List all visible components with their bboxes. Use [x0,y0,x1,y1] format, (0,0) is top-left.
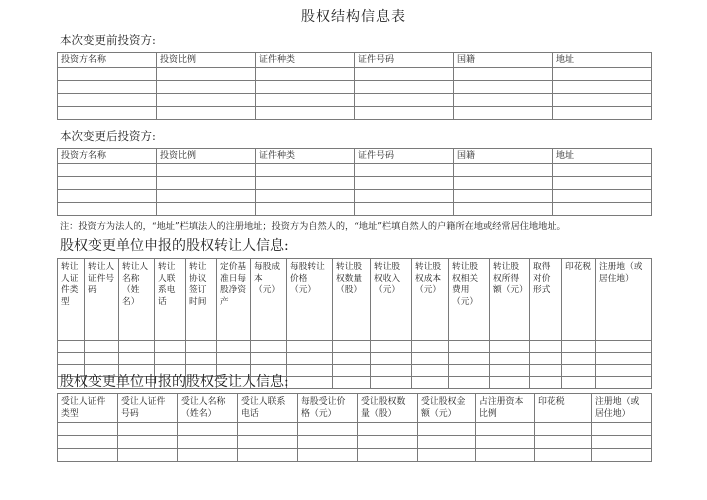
column-header: 转让协议签订时间 [186,259,217,341]
table-cell[interactable] [454,203,553,216]
table-cell[interactable] [355,190,454,203]
table-cell[interactable] [553,190,652,203]
table-cell[interactable] [256,177,355,190]
column-header: 受让人名称（姓名） [178,394,238,423]
table-cell[interactable] [592,423,652,436]
column-header: 转让人名称（姓名） [119,259,155,341]
column-header: 取得对价形式 [530,259,562,341]
table-cell[interactable] [454,81,553,94]
column-header: 受让人证件号码 [118,394,178,423]
table-cell[interactable] [596,341,652,353]
column-header: 受让人证件类型 [58,394,118,423]
table-cell[interactable] [58,353,85,365]
table-cell[interactable] [155,353,186,365]
table-cell[interactable] [553,81,652,94]
table-cell[interactable] [355,94,454,107]
table-cell[interactable] [358,449,418,462]
table-cell[interactable] [118,436,178,449]
table-cell[interactable] [490,365,530,377]
table-cell[interactable] [119,341,155,353]
table-cell[interactable] [58,190,157,203]
table-cell[interactable] [454,190,553,203]
table-cell[interactable] [256,164,355,177]
table-cell[interactable] [58,203,157,216]
table-cell[interactable] [449,377,490,389]
column-header: 每股受让价格（元） [298,394,358,423]
column-header: 国籍 [454,149,553,164]
table-cell[interactable] [371,341,412,353]
table-cell[interactable] [178,436,238,449]
table-row [58,423,652,436]
table-row [58,341,652,353]
table-cell[interactable] [490,341,530,353]
table-cell[interactable] [333,377,371,389]
table-cell[interactable] [535,436,592,449]
column-header: 证件种类 [256,53,355,68]
table-cell[interactable] [562,377,596,389]
table-cell[interactable] [562,341,596,353]
column-header: 投资比例 [157,53,256,68]
column-header: 地址 [553,149,652,164]
address-note: 注：投资方为法人的，“地址”栏填法人的注册地址；投资方为自然人的，“地址”栏填自然人的户籍所在地或经常居住地地址。 [60,221,566,232]
transferee-section-label: 股权变更单位申报的股权受让人信息: [60,374,289,390]
table-cell[interactable] [256,94,355,107]
column-header: 转让股权成本（元） [412,259,449,341]
table-cell[interactable] [287,341,333,353]
table-cell[interactable] [449,353,490,365]
table-cell[interactable] [287,377,333,389]
table-cell[interactable] [58,81,157,94]
table-cell[interactable] [596,377,652,389]
table-cell[interactable] [333,365,371,377]
transferor-section-label: 股权变更单位申报的股权转让人信息: [60,238,289,254]
table-cell[interactable] [58,177,157,190]
table-cell[interactable] [355,177,454,190]
table-cell[interactable] [418,436,476,449]
table-cell[interactable] [355,203,454,216]
header-row [58,53,652,68]
column-header: 印花税 [535,394,592,423]
table-cell[interactable] [355,81,454,94]
column-header: 印花税 [562,259,596,341]
after-investors-label: 本次变更后投资方: [60,129,156,143]
table-cell[interactable] [157,68,256,81]
table-cell[interactable] [157,107,256,120]
table-cell[interactable] [476,436,535,449]
table-cell[interactable] [355,107,454,120]
table-row [58,190,652,203]
table-cell[interactable] [592,449,652,462]
table-cell[interactable] [592,436,652,449]
table-cell[interactable] [186,353,217,365]
table-cell[interactable] [119,353,155,365]
table-cell[interactable] [287,353,333,365]
table-cell[interactable] [449,341,490,353]
table-cell[interactable] [58,107,157,120]
table-cell[interactable] [355,68,454,81]
table-cell[interactable] [256,68,355,81]
table-row [58,164,652,177]
table-cell[interactable] [58,449,118,462]
table-cell[interactable] [298,423,358,436]
table-cell[interactable] [553,68,652,81]
column-header: 每股成本（元） [251,259,287,341]
table-cell[interactable] [333,353,371,365]
transferee-table [57,393,652,462]
table-cell[interactable] [287,365,333,377]
table-cell[interactable] [251,341,287,353]
table-cell[interactable] [58,341,85,353]
table-cell[interactable] [85,341,119,353]
table-row [58,177,652,190]
table-cell[interactable] [58,68,157,81]
column-header: 受让股权数量（股） [358,394,418,423]
column-header: 转让股权收入（元） [371,259,412,341]
table-cell[interactable] [157,81,256,94]
column-header: 注册地（或居住地） [592,394,652,423]
table-cell[interactable] [217,341,251,353]
table-cell[interactable] [358,423,418,436]
table-cell[interactable] [298,449,358,462]
table-cell[interactable] [85,353,119,365]
table-cell[interactable] [418,449,476,462]
table-cell[interactable] [217,353,251,365]
table-row [58,353,652,365]
table-cell[interactable] [256,107,355,120]
table-cell[interactable] [333,341,371,353]
table-cell[interactable] [157,94,256,107]
table-cell[interactable] [454,94,553,107]
table-cell[interactable] [256,81,355,94]
column-header: 投资方名称 [58,53,157,68]
table-row [58,107,652,120]
table-cell[interactable] [412,341,449,353]
table-cell[interactable] [562,353,596,365]
page-title: 股权结构信息表 [301,9,406,25]
table-cell[interactable] [454,107,553,120]
column-header: 转让股权所得额（元） [490,259,530,341]
column-header: 投资方名称 [58,149,157,164]
column-header: 证件号码 [355,53,454,68]
table-cell[interactable] [596,365,652,377]
table-cell[interactable] [530,341,562,353]
table-cell[interactable] [553,107,652,120]
table-cell[interactable] [418,423,476,436]
table-cell[interactable] [355,164,454,177]
table-cell[interactable] [58,164,157,177]
table-cell[interactable] [157,190,256,203]
table-cell[interactable] [371,365,412,377]
table-cell[interactable] [476,449,535,462]
table-cell[interactable] [371,353,412,365]
table-cell[interactable] [535,423,592,436]
table-cell[interactable] [358,436,418,449]
column-header: 转让股权数量（股） [333,259,371,341]
table-cell[interactable] [58,423,118,436]
table-cell[interactable] [454,164,553,177]
table-cell[interactable] [412,365,449,377]
header-row [58,259,652,341]
table-cell[interactable] [553,203,652,216]
column-header: 地址 [553,53,652,68]
table-cell[interactable] [596,353,652,365]
table-cell[interactable] [58,436,118,449]
table-cell[interactable] [530,353,562,365]
table-cell[interactable] [238,436,298,449]
table-cell[interactable] [454,177,553,190]
table-cell[interactable] [256,190,355,203]
table-cell[interactable] [178,423,238,436]
after-investors-table [57,148,652,216]
table-cell[interactable] [490,377,530,389]
table-cell[interactable] [157,203,256,216]
column-header: 受让人联系电话 [238,394,298,423]
table-row [58,436,652,449]
column-header: 转让人联系电话 [155,259,186,341]
table-cell[interactable] [535,449,592,462]
table-cell[interactable] [553,177,652,190]
table-cell[interactable] [490,353,530,365]
column-header: 证件种类 [256,149,355,164]
table-cell[interactable] [178,449,238,462]
table-cell[interactable] [251,353,287,365]
table-cell[interactable] [562,365,596,377]
table-cell[interactable] [58,94,157,107]
table-cell[interactable] [238,423,298,436]
table-row [58,203,652,216]
table-cell[interactable] [454,68,553,81]
header-row [58,149,652,164]
table-cell[interactable] [530,365,562,377]
table-cell[interactable] [118,449,178,462]
table-cell[interactable] [412,353,449,365]
column-header: 注册地（或居住地） [596,259,652,341]
header-row [58,394,652,423]
column-header: 证件号码 [355,149,454,164]
table-cell[interactable] [449,365,490,377]
column-header: 投资比例 [157,149,256,164]
table-cell[interactable] [118,423,178,436]
table-cell[interactable] [155,341,186,353]
column-header: 受让股权金额（元） [418,394,476,423]
column-header: 占注册资本比例 [476,394,535,423]
table-row [58,68,652,81]
table-cell[interactable] [186,341,217,353]
table-cell[interactable] [412,377,449,389]
column-header: 国籍 [454,53,553,68]
table-cell[interactable] [371,377,412,389]
table-cell[interactable] [553,94,652,107]
table-cell[interactable] [157,164,256,177]
table-cell[interactable] [553,164,652,177]
table-cell[interactable] [298,436,358,449]
before-investors-table [57,52,652,120]
table-cell[interactable] [238,449,298,462]
table-cell[interactable] [256,203,355,216]
column-header: 转让人证件号码 [85,259,119,341]
table-cell[interactable] [476,423,535,436]
column-header: 每股转让价格（元） [287,259,333,341]
column-header: 定价基准日每股净资产 [217,259,251,341]
column-header: 转让股权相关费用（元） [449,259,490,341]
table-row [58,94,652,107]
column-header: 转让人证件类型 [58,259,85,341]
before-investors-label: 本次变更前投资方: [60,33,156,47]
transferor-table [57,258,652,389]
table-cell[interactable] [157,177,256,190]
table-row [58,449,652,462]
table-row [58,81,652,94]
table-cell[interactable] [530,377,562,389]
